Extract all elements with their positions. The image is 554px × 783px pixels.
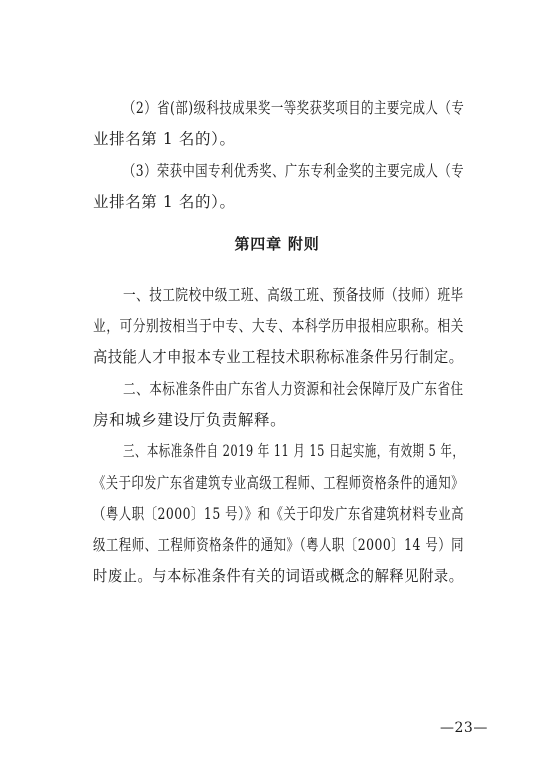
paragraph-line: 一、技工院校中级工班、高级工班、预备技师（技师）班毕 [123, 286, 464, 304]
page-number: —23— [440, 720, 488, 736]
paragraph-line: 高技能人才申报本专业工程技术职称标准条件另行制定。 [93, 348, 464, 366]
chapter-heading: 第四章 附则 [234, 235, 320, 253]
paragraph-line: 《关于印发广东省建筑专业高级工程师、工程师资格条件的通知》 [93, 474, 464, 492]
paragraph-line: 三、本标准条件自 2019 年 11 月 15 日起实施，有效期 5 年， [123, 442, 465, 460]
paragraph-line: 业，可分别按相当于中专、大专、本科学历申报相应职称。相关 [93, 317, 464, 335]
paragraph-line: 二、本标准条件由广东省人力资源和社会保障厅及广东省住 [123, 380, 464, 398]
paragraph-line: 业排名第 1 名的）。 [93, 130, 236, 148]
paragraph-line: 时废止。与本标准条件有关的词语或概念的解释见附录。 [93, 567, 464, 585]
paragraph-line: （粤人职〔2000〕15 号）》和《关于印发广东省建筑材料专业高 [93, 505, 465, 523]
paragraph-line: 业排名第 1 名的）。 [93, 193, 236, 211]
paragraph-line: 级工程师、工程师资格条件的通知》（粤人职〔2000〕14 号）同 [93, 536, 465, 554]
paragraph-line: 房和城乡建设厅负责解释。 [93, 411, 287, 429]
paragraph-line: （2）省(部)级科技成果奖一等奖获奖项目的主要完成人（专 [123, 99, 465, 117]
paragraph-line: （3）荣获中国专利优秀奖、广东专利金奖的主要完成人（专 [123, 162, 465, 180]
